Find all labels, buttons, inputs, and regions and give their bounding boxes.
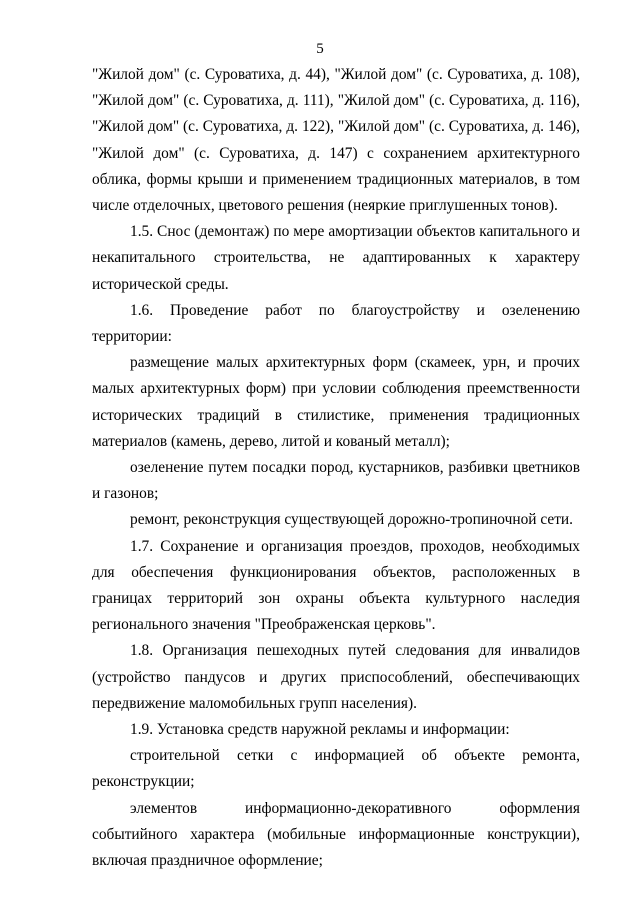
document-body	[92, 62, 580, 874]
paragraph-1-8: 1.8. Организация пешеходных путей следования для инвалидов (устройство пандусов и других приспособлений, обеспечивающих передвижение маломобильных групп населения).	[92, 642, 580, 712]
paragraph-1-9: 1.9. Установка средств наружной рекламы и информации:	[130, 721, 510, 739]
paragraph-1-6-repair: ремонт, реконструкция существующей дорожно-тропиночной сети.	[130, 511, 574, 529]
paragraph-1-7: 1.7. Сохранение и организация проездов, проходов, необходимых для обеспечения функционирования объектов, расположенных в границах территорий зон охраны объекта культурного наследия регионального значения "Преображенская церковь".	[92, 537, 580, 634]
paragraph-1-5: 1.5. Снос (демонтаж) по мере амортизации объектов капитального и некапитального строительства, не адаптированных к характеру исторической среды.	[92, 223, 580, 293]
paragraph-1-6-small-forms: размещение малых архитектурных форм (скамеек, урн, и прочих малых архитектурных форм) при условии соблюдения преемственности исторических традиций в стилистике, применения традиционных материалов (камень, дерево, литой и кованый металл);	[92, 354, 580, 450]
paragraph-1-6: 1.6. Проведение работ по благоустройству и озеленению территории:	[92, 301, 580, 346]
paragraph-houses-list: "Жилой дом" (с. Суроватиха, д. 44), "Жилой дом" (с. Суроватиха, д. 108), "Жилой дом" (с. Суроватиха, д. 111), "Жилой дом" (с. Суроватиха, д. 116), "Жилой дом" (с. Суроватиха, д. 122), "Жилой дом" (с. Суроватиха, д. 146), "Жилой дом" (с. Суроватиха, д. 147) с сохранением архитектурного облика, формы крыши и применением традиционных материалов, в том числе отделочных, цветового решения (неяркие приглушенных тонов).	[92, 66, 580, 215]
page-number: 5	[316, 41, 324, 57]
paragraph-1-9-construction-mesh: строительной сетки с информацией об объекте ремонта, реконструкции;	[92, 747, 580, 791]
paragraph-1-9-decorative-elements: элементов информационно-декоративного оформления событийного характера (мобильные информационные конструкции), включая праздничное оформление;	[92, 799, 580, 870]
paragraph-1-6-greening: озеленение путем посадки пород, кустарников, разбивки цветников и газонов;	[92, 459, 580, 503]
